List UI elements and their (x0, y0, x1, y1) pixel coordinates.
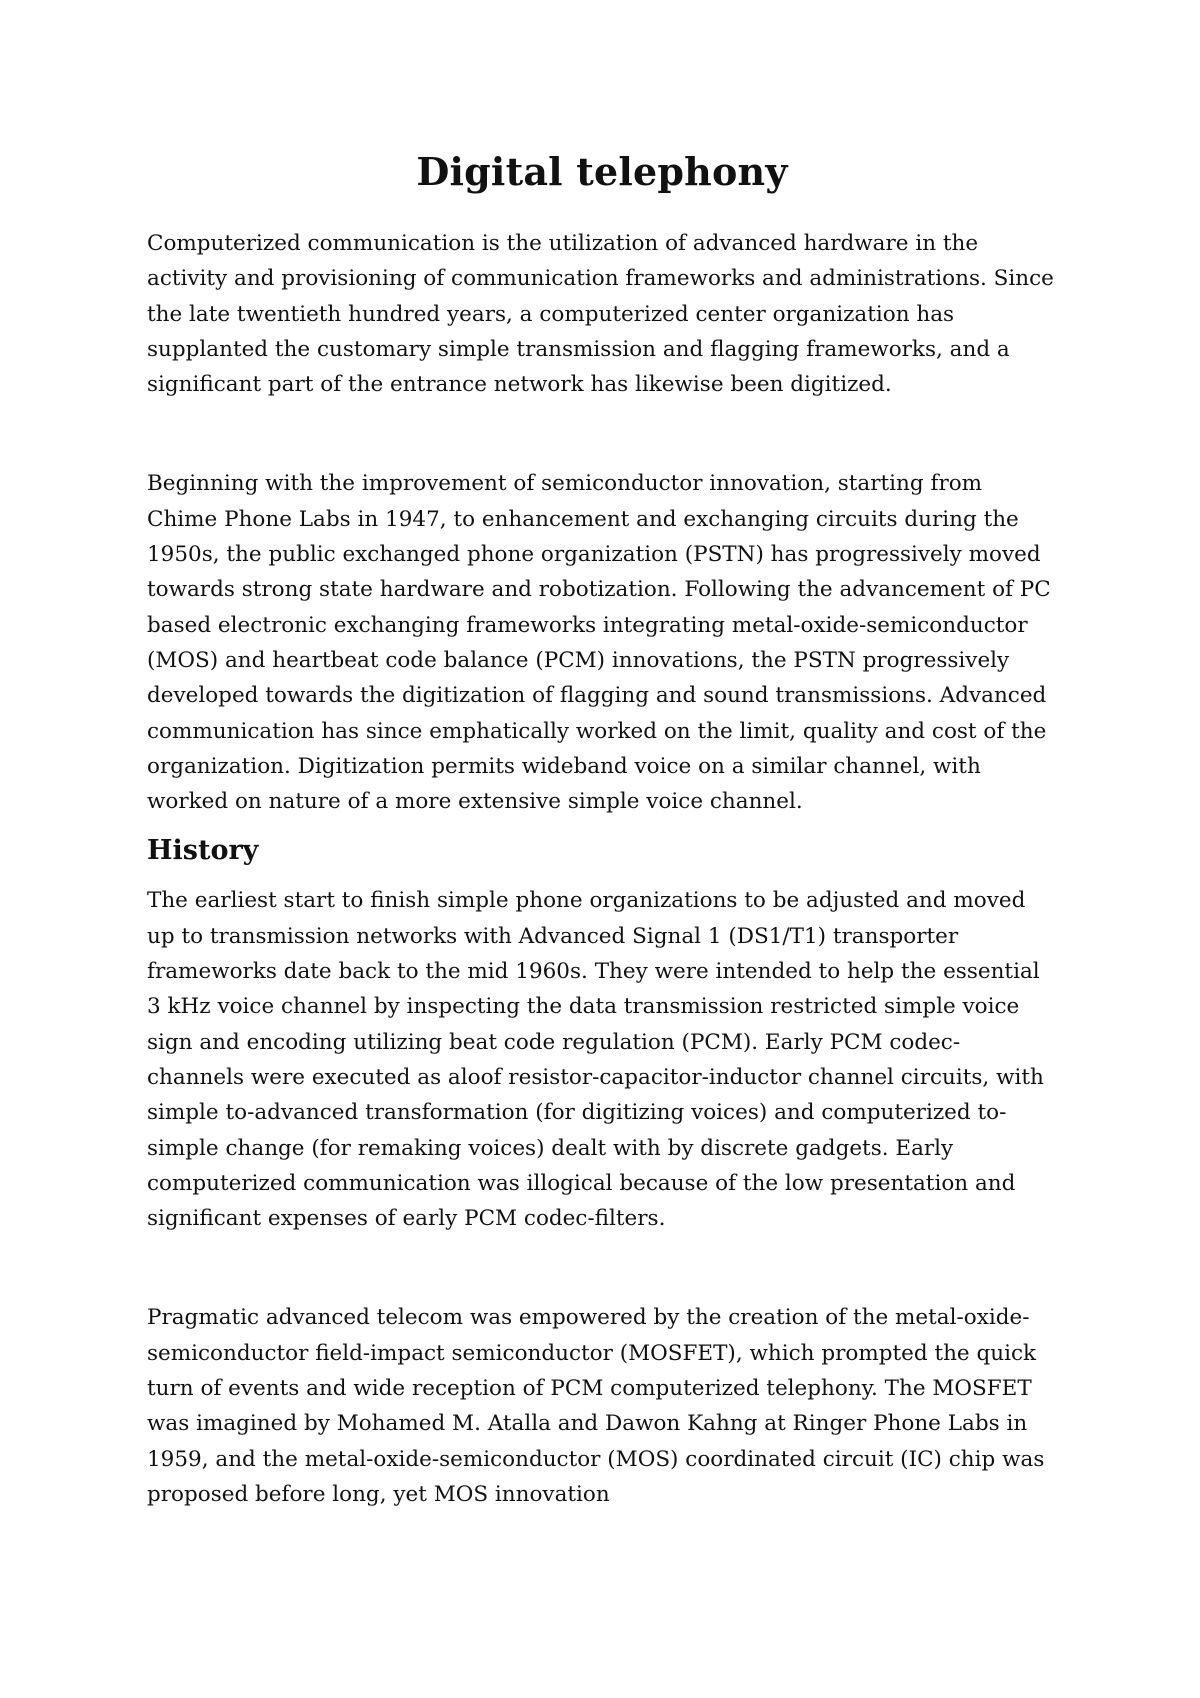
intro-paragraph-2: Beginning with the improvement of semiconductor innovation, starting from Chime Phone Labs in 1947, to enhancement and exchanging circuits during the 1950s, the public exchanged phone organization (PSTN) has progressively moved towards strong state hardware and robotization. Following the advancement of PC based electronic exchanging frameworks integrating metal-oxide-semiconductor (MOS) and heartbeat code balance (PCM) innovations, the PSTN progressively developed towards the digitization of flagging and sound transmissions. Advanced communication has since emphatically worked on the limit, quality and cost of the organization. Digitization permits wideband voice on a similar channel, with worked on nature of a more extensive simple voice channel. (147, 471, 1051, 815)
history-paragraph-1: The earliest start to finish simple phone organizations to be adjusted and moved up to transmission networks with Advanced Signal 1 (DS1/T1) transporter frameworks date back to the mid 1960s. They were intended to help the essential 3 kHz voice channel by inspecting the data transmission restricted simple voice sign and encoding utilizing beat code regulation (PCM). Early PCM codec-channels were executed as aloof resistor-capacitor-inductor channel circuits, with simple to-advanced transformation (for digitizing voices) and computerized to-simple change (for remaking voices) dealt with by discrete gadgets. Early computerized communication was illogical because of the low presentation and significant expenses of early PCM codec-filters. (147, 888, 1044, 1232)
history-heading: History (147, 835, 259, 867)
page-title: Digital telephony (416, 149, 788, 194)
history-paragraph-2: Pragmatic advanced telecom was empowered by the creation of the metal-oxide-semiconductor field-impact semiconductor (MOSFET), which prompted the quick turn of events and wide reception of PCM computerized telephony. The MOSFET was imagined by Mohamed M. Atalla and Dawon Kahng at Ringer Phone Labs in 1959, and the metal-oxide-semiconductor (MOS) coordinated circuit (IC) chip was proposed before long, yet MOS innovation (147, 1305, 1045, 1507)
intro-paragraph-1: Computerized communication is the utilization of advanced hardware in the activity and provisioning of communication frameworks and administrations. Since the late twentieth hundred years, a computerized center organization has supplanted the customary simple transmission and flagging frameworks, and a significant part of the entrance network has likewise been digitized. (147, 231, 1054, 398)
document-body (147, 150, 1057, 1512)
